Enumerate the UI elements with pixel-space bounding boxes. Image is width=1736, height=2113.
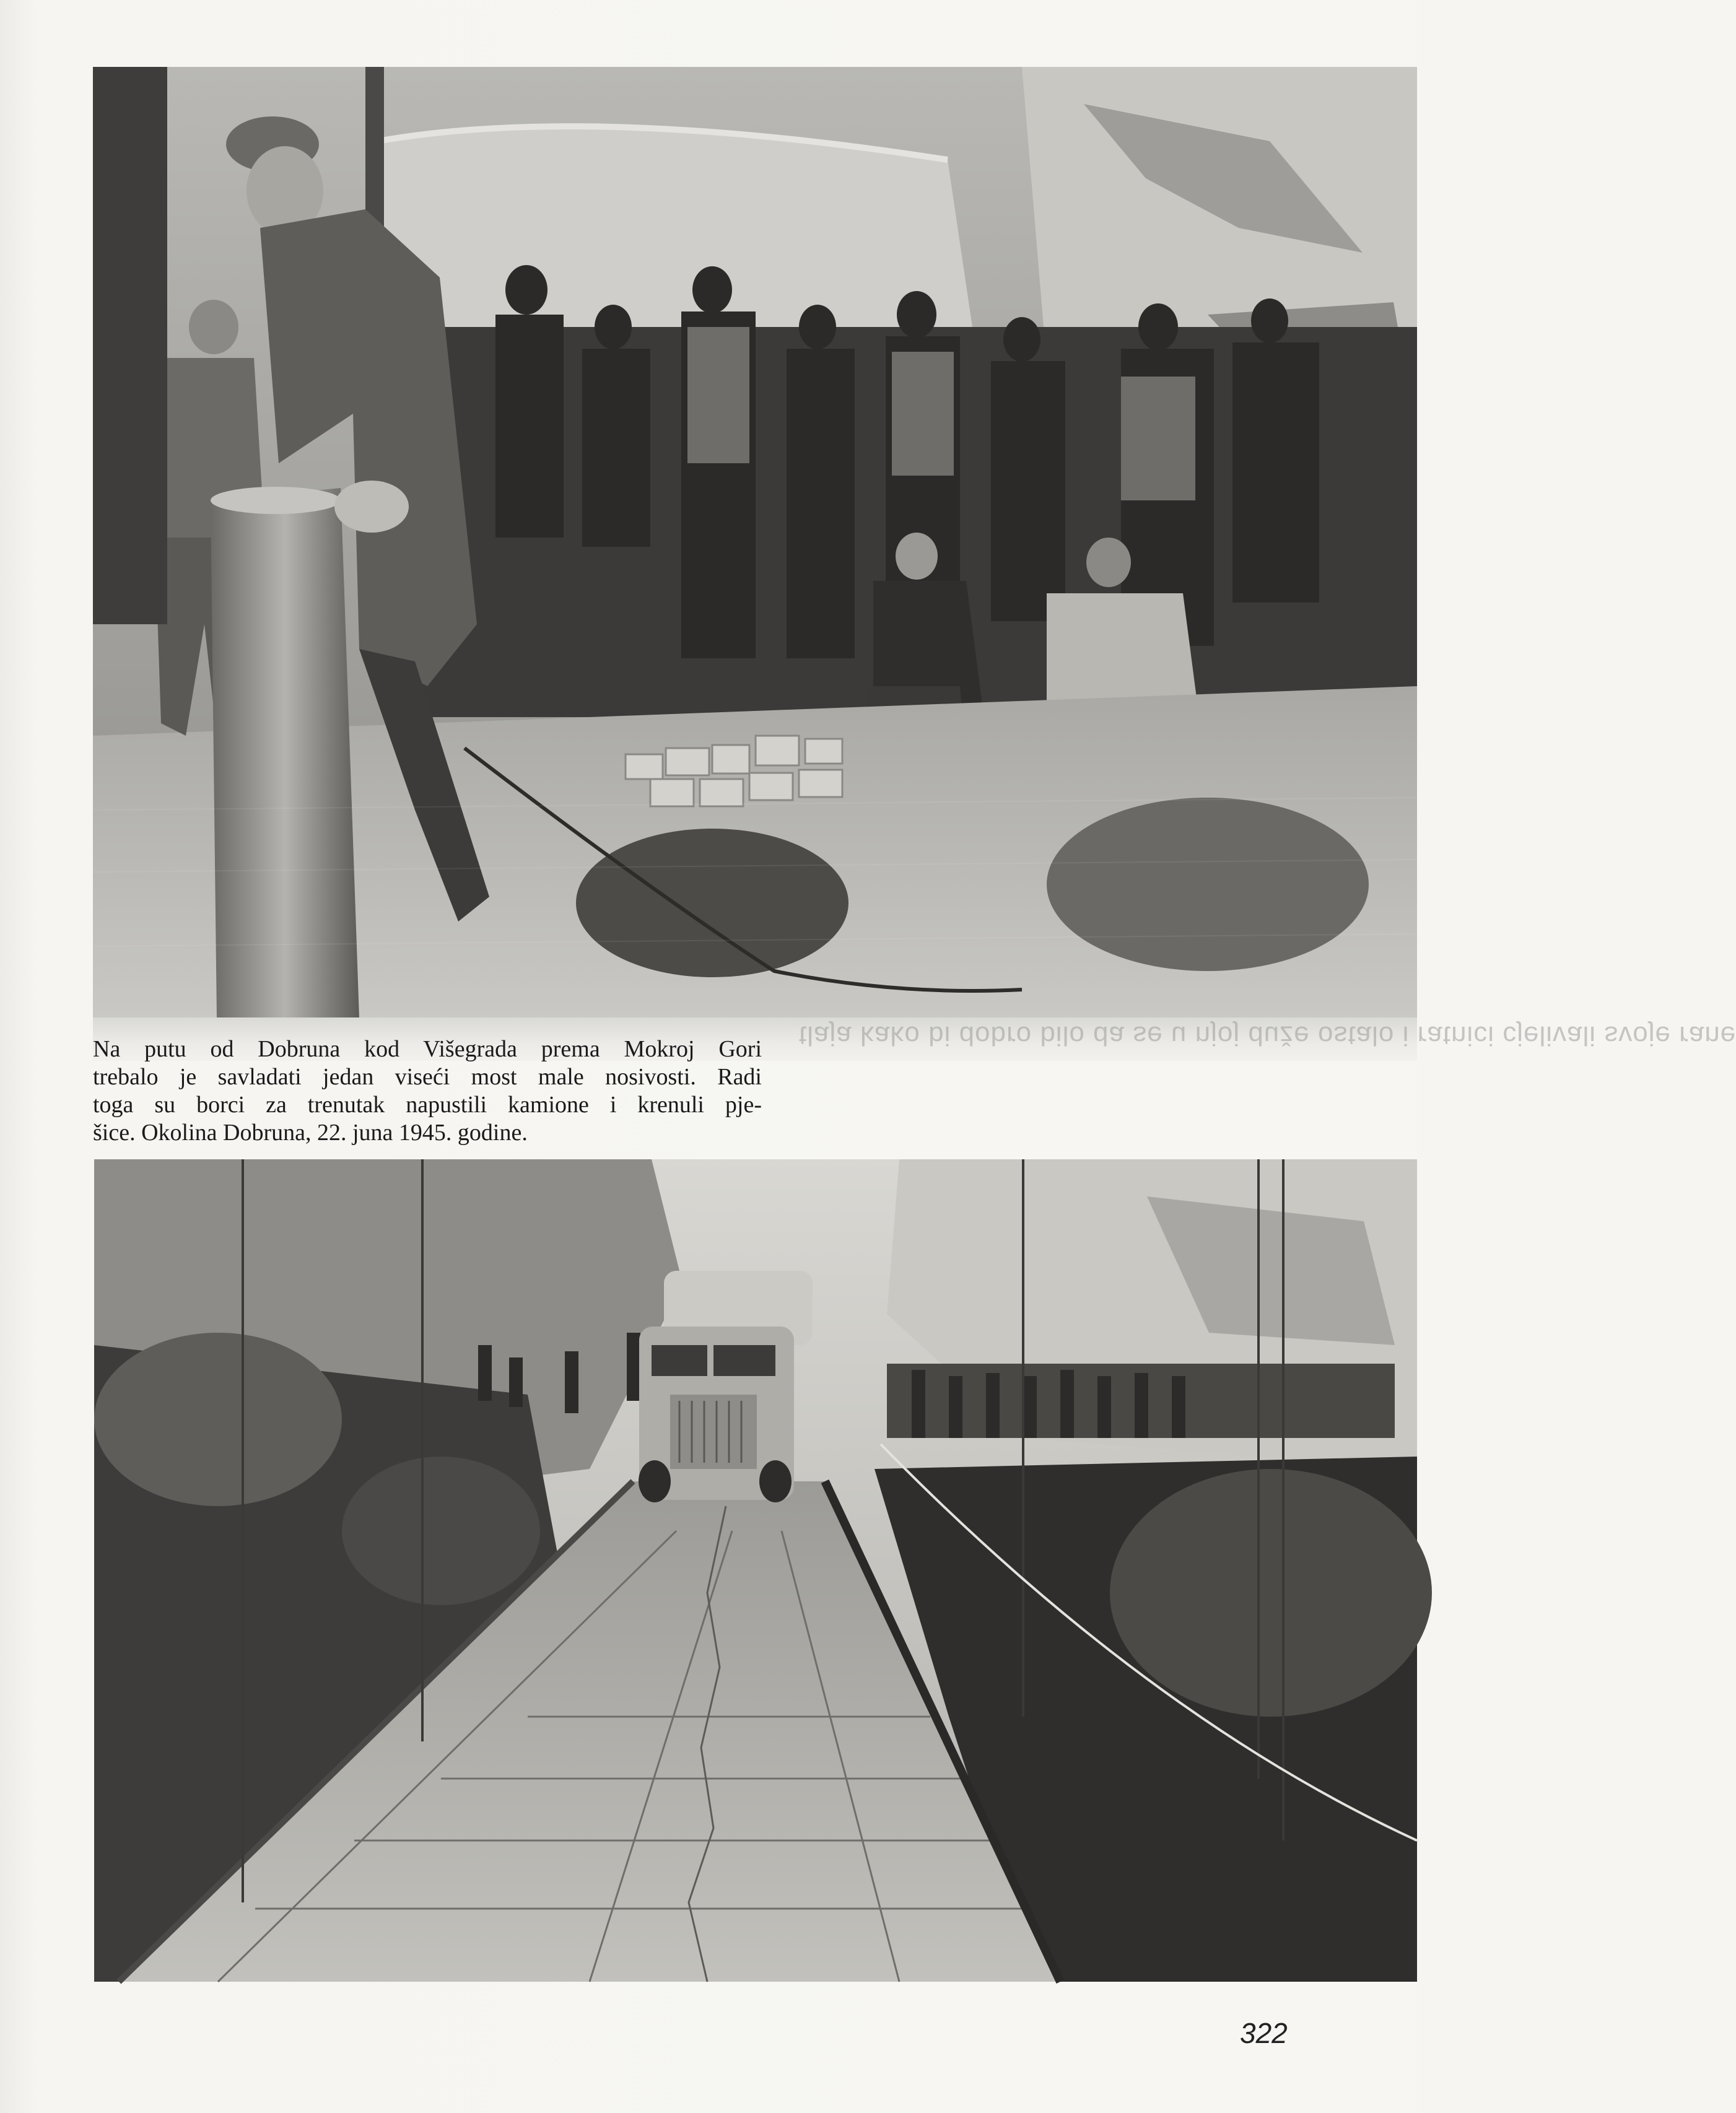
photo-caption xyxy=(93,1035,762,1147)
suspension-bridge-truck-photo-icon xyxy=(94,1159,1417,1982)
caption-line: trebalo je savladati jedan viseći most male nosivosti. Radi xyxy=(93,1064,762,1090)
bleed-through-text: tlaja kako bi dobro bilo da se u njoj duže ostalo i ratnici cjelivali svoje rane xyxy=(799,1021,1736,1051)
caption-line: toga su borci za trenutak napustili kamione i krenuli pje- xyxy=(93,1092,762,1118)
caption-line: Na putu od Dobruna kod Višegrada prema Mokroj Gori xyxy=(93,1036,762,1062)
soldiers-photo-icon xyxy=(93,67,1417,1017)
page-number: 322 xyxy=(1240,2017,1288,2049)
caption-line: šice. Okolina Dobruna, 22. juna 1945. godine. xyxy=(93,1120,528,1146)
